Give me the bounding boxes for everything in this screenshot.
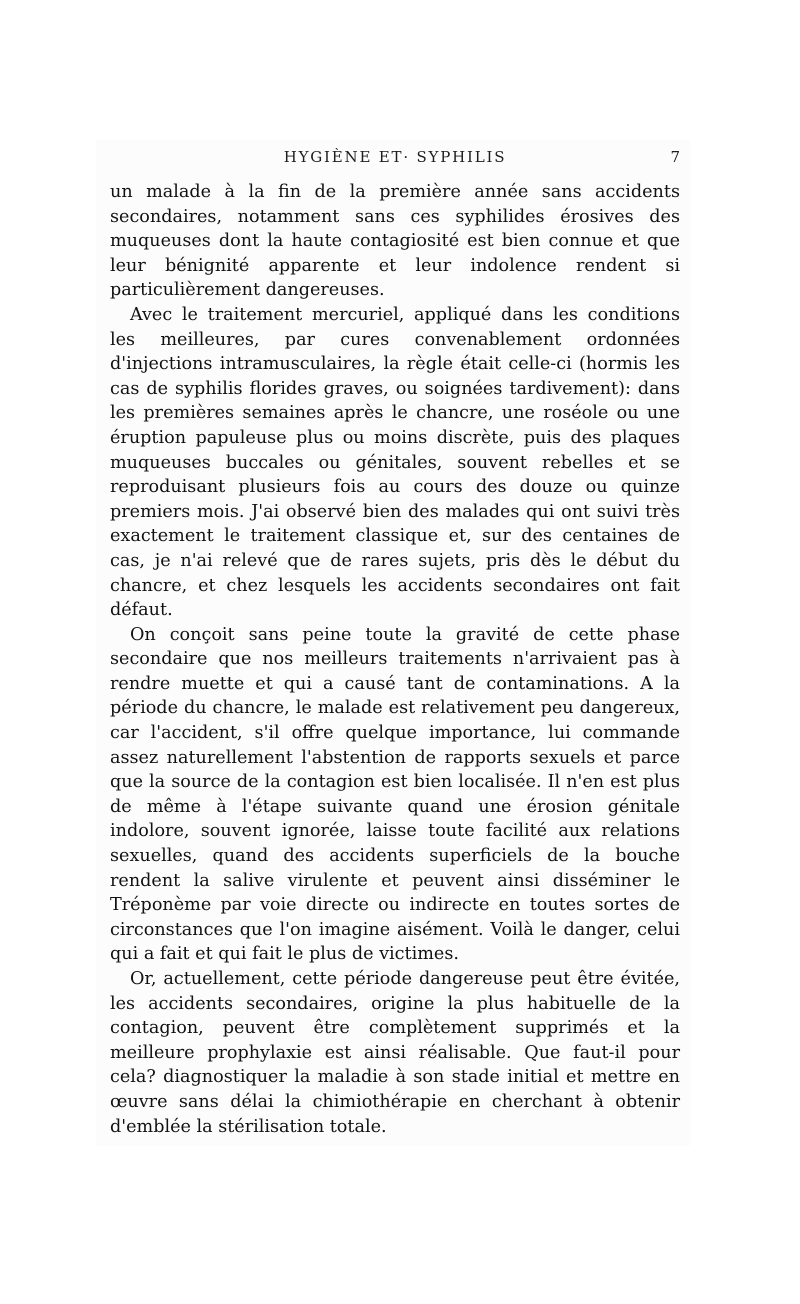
- body-text: [110, 180, 680, 1139]
- page-number: 7: [670, 148, 680, 166]
- page-header: [110, 146, 680, 168]
- paragraph-1: un malade à la fin de la première année sans accidents secondaires, notamment sans ces syphilides érosives des muqueuses dont la haute contagiosité est bien connue et que leur bénignité apparente et leur indolence rendent si particulièrement dangereuses.: [110, 182, 680, 301]
- paragraph-2: Avec le traitement mercuriel, appliqué dans les conditions les meilleures, par cures convenablement ordonnées d'injections intramusculaires, la règle était celle-ci (hormis les cas de syphilis florides graves, ou soignées tardivement): dans les premières semaines après le chancre, une roséole ou une éruption papuleuse plus ou moins discrète, puis des plaques muqueuses buccales ou génitales, souvent rebelles et se reproduisant plusieurs fois au cours des douze ou quinze premiers mois. J'ai observé bien des malades qui ont suivi très exactement le traitement classique et, sur des centaines de cas, je n'ai relevé que de rares sujets, pris dès le début du chancre, et chez lesquels les accidents secondaires ont fait défaut.: [110, 304, 680, 621]
- paragraph-4: Or, actuellement, cette période dangereuse peut être évitée, les accidents secondaires, origine la plus habituelle de la contagion, peuvent être complètement supprimés et la meilleure prophylaxie est ainsi réalisable. Que faut-il pour cela? diagnostiquer la maladie à son stade initial et mettre en œuvre sans délai la chimiothérapie en cherchant à obtenir d'emblée la stérilisation totale.: [110, 969, 680, 1137]
- running-title: HYGIÈNE ET· SYPHILIS: [283, 148, 507, 166]
- paragraph-3: On conçoit sans peine toute la gravité de cette phase secondaire que nos meilleurs traitements n'arrivaient pas à rendre muette et qui a causé tant de contaminations. A la période du chancre, le malade est relativement peu dangereux, car l'accident, s'il offre quelque importance, lui commande assez naturellement l'abstention de rapports sexuels et parce que la source de la contagion est bien localisée. Il n'en est plus de même à l'étape suivante quand une érosion génitale indolore, souvent ignorée, laisse toute facilité aux relations sexuelles, quand des accidents superficiels de la bouche rendent la salive virulente et peuvent ainsi disséminer le Tréponème par voie directe ou indirecte en toutes sortes de circonstances que l'on imagine aisément. Voilà le danger, celui qui a fait et qui fait le plus de victimes.: [110, 624, 680, 965]
